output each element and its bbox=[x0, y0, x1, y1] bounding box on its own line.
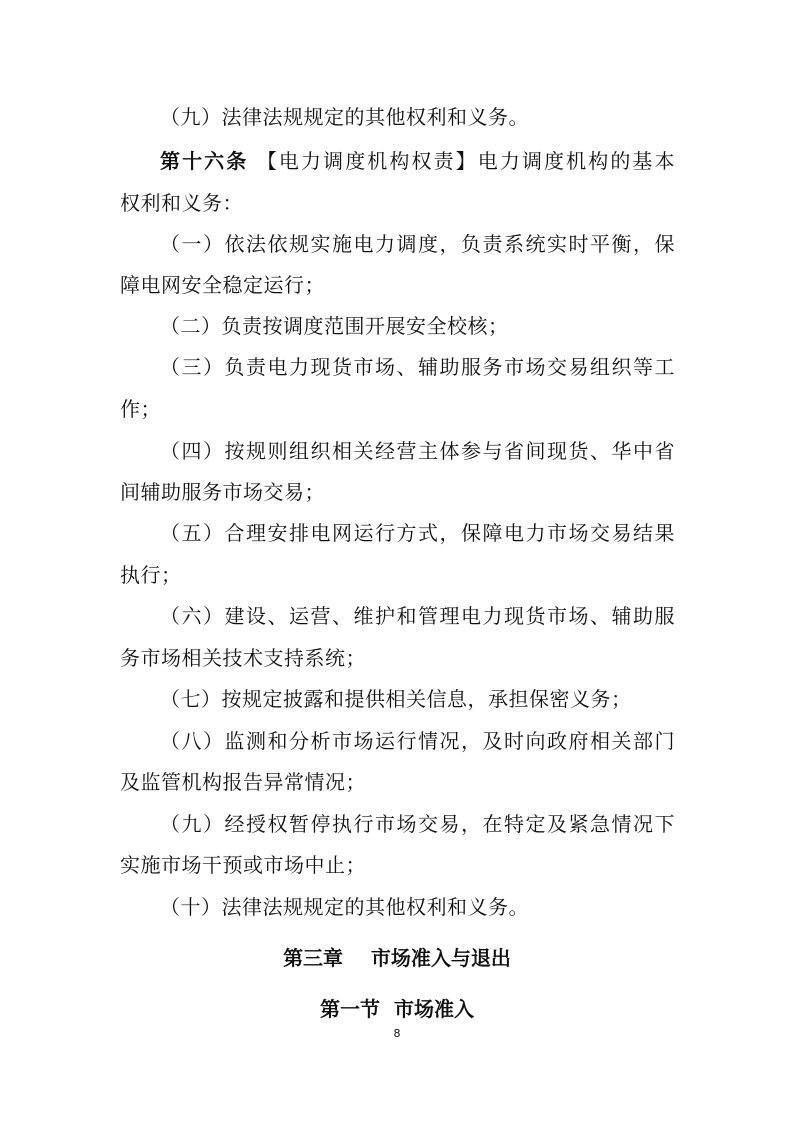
chapter-heading: 第三章 市场准入与退出 bbox=[283, 946, 511, 970]
item-6-line-2: 务市场相关技术支持系统； bbox=[120, 646, 366, 670]
article-16-title: 【电力调度机构权责】电力调度机构的基本 bbox=[256, 149, 676, 173]
item-2: （二）负责按调度范围开展安全校核； bbox=[160, 314, 509, 338]
article-16-first-line bbox=[160, 147, 675, 175]
item-6-line-1: （六）建设、运营、维护和管理电力现货市场、辅助服 bbox=[160, 604, 675, 628]
item-9-previous-article: （九）法律法规规定的其他权利和义务。 bbox=[160, 105, 529, 129]
item-3-line-1: （三）负责电力现货市场、辅助服务市场交易组织等工 bbox=[160, 355, 675, 379]
item-8-line-2: 及监管机构报告异常情况； bbox=[120, 770, 366, 794]
article-number: 第十六条 bbox=[160, 149, 249, 173]
item-7: （七）按规定披露和提供相关信息，承担保密义务； bbox=[160, 687, 632, 711]
article-16-continuation: 权利和义务： bbox=[120, 191, 243, 215]
item-10: （十）法律法规规定的其他权利和义务。 bbox=[160, 895, 529, 919]
item-8-line-1: （八）监测和分析市场运行情况，及时向政府相关部门 bbox=[160, 729, 675, 753]
page-number: 8 bbox=[393, 1027, 401, 1040]
item-9-line-1: （九）经授权暂停执行市场交易，在特定及紧急情况下 bbox=[160, 812, 675, 836]
item-4-line-2: 间辅助服务市场交易； bbox=[120, 480, 325, 504]
item-3-line-2: 作； bbox=[120, 397, 161, 421]
item-5-line-2: 执行； bbox=[120, 563, 182, 587]
item-1-line-2: 障电网安全稳定运行； bbox=[120, 273, 325, 297]
item-5-line-1: （五）合理安排电网运行方式，保障电力市场交易结果 bbox=[160, 521, 675, 545]
item-9-line-2: 实施市场干预或市场中止； bbox=[120, 853, 366, 877]
item-4-line-1: （四）按规则组织相关经营主体参与省间现货、华中省 bbox=[160, 439, 675, 463]
item-1-line-1: （一）依法依规实施电力调度，负责系统实时平衡，保 bbox=[160, 232, 675, 256]
section-heading: 第一节 市场准入 bbox=[320, 997, 474, 1021]
